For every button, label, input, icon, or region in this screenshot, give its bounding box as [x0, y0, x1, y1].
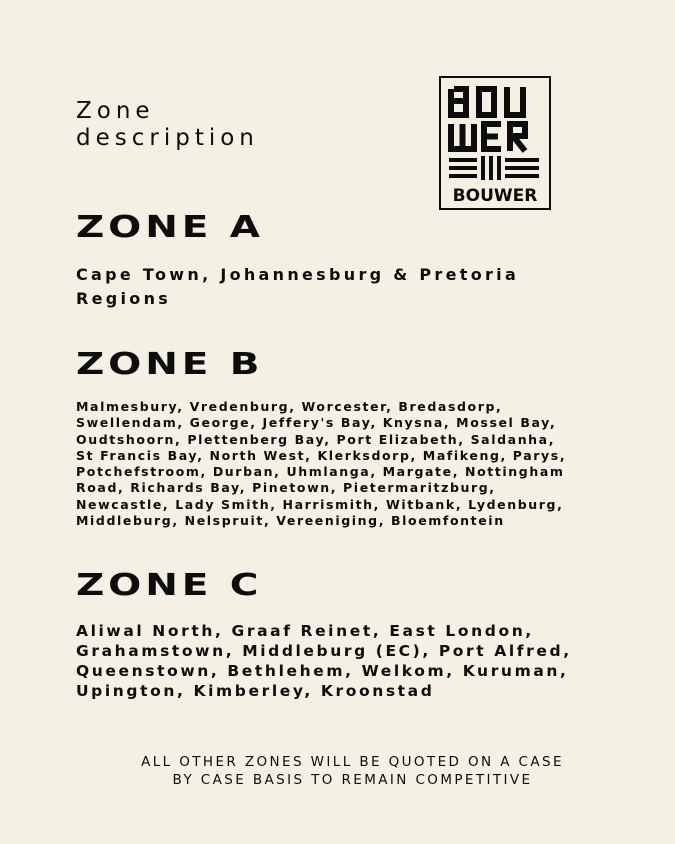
zone-a-heading: ZONE A [76, 210, 264, 245]
zone-b-line: Middleburg, Nelspruit, Vereeniging, Bloemfontein [76, 513, 505, 529]
zone-c-heading: ZONE C [76, 568, 263, 603]
zone-b-heading: ZONE B [76, 347, 264, 382]
footer-line-2: BY CASE BASIS TO REMAIN COMPETITIVE [172, 771, 533, 788]
bouwer-logo-icon [441, 78, 549, 208]
zone-a-regions [76, 263, 519, 311]
zone-c-line: Grahamstown, Middleburg (EC), Port Alfred, [76, 642, 572, 660]
zone-b-line: Swellendam, George, Jeffery's Bay, Knysna, Mossel Bay, [76, 415, 557, 431]
zone-b-line: Oudtshoorn, Plettenberg Bay, Port Elizabeth, Saldanha, [76, 431, 556, 447]
zone-c-line: Queenstown, Bethlehem, Welkom, Kuruman, [76, 662, 569, 680]
footer-note [0, 753, 675, 789]
footer-line-1: ALL OTHER ZONES WILL BE QUOTED ON A CASE [141, 753, 564, 770]
page-title-line-1: Zone [76, 98, 155, 124]
bouwer-logo [439, 76, 551, 210]
zone-a-line: Cape Town, Johannesburg & Pretoria [76, 265, 520, 284]
zone-c-line: Aliwal North, Graaf Reinet, East London, [76, 622, 534, 640]
zone-c-line: Upington, Kimberley, Kroonstad [76, 682, 435, 700]
zone-b-line: Malmesbury, Vredenburg, Worcester, Bredasdorp, [76, 399, 503, 414]
zone-b-line: Newcastle, Lady Smith, Harrismith, Witbank, Lydenburg, [76, 496, 564, 512]
bouwer-logo-text: BOUWER [452, 186, 538, 206]
page-title-line-2: description [76, 125, 259, 151]
zone-b-line: St Francis Bay, North West, Klerksdorp, Mafikeng, Parys, [76, 447, 567, 463]
page-title [76, 98, 376, 152]
zone-b-regions [76, 399, 566, 529]
zone-b-line: Potchefstroom, Durban, Uhmlanga, Margate, Nottingham [76, 464, 565, 480]
zone-c-regions [76, 621, 572, 701]
zone-a-line: Regions [76, 289, 172, 308]
zone-b-line: Road, Richards Bay, Pinetown, Pietermaritzburg, [76, 480, 496, 496]
